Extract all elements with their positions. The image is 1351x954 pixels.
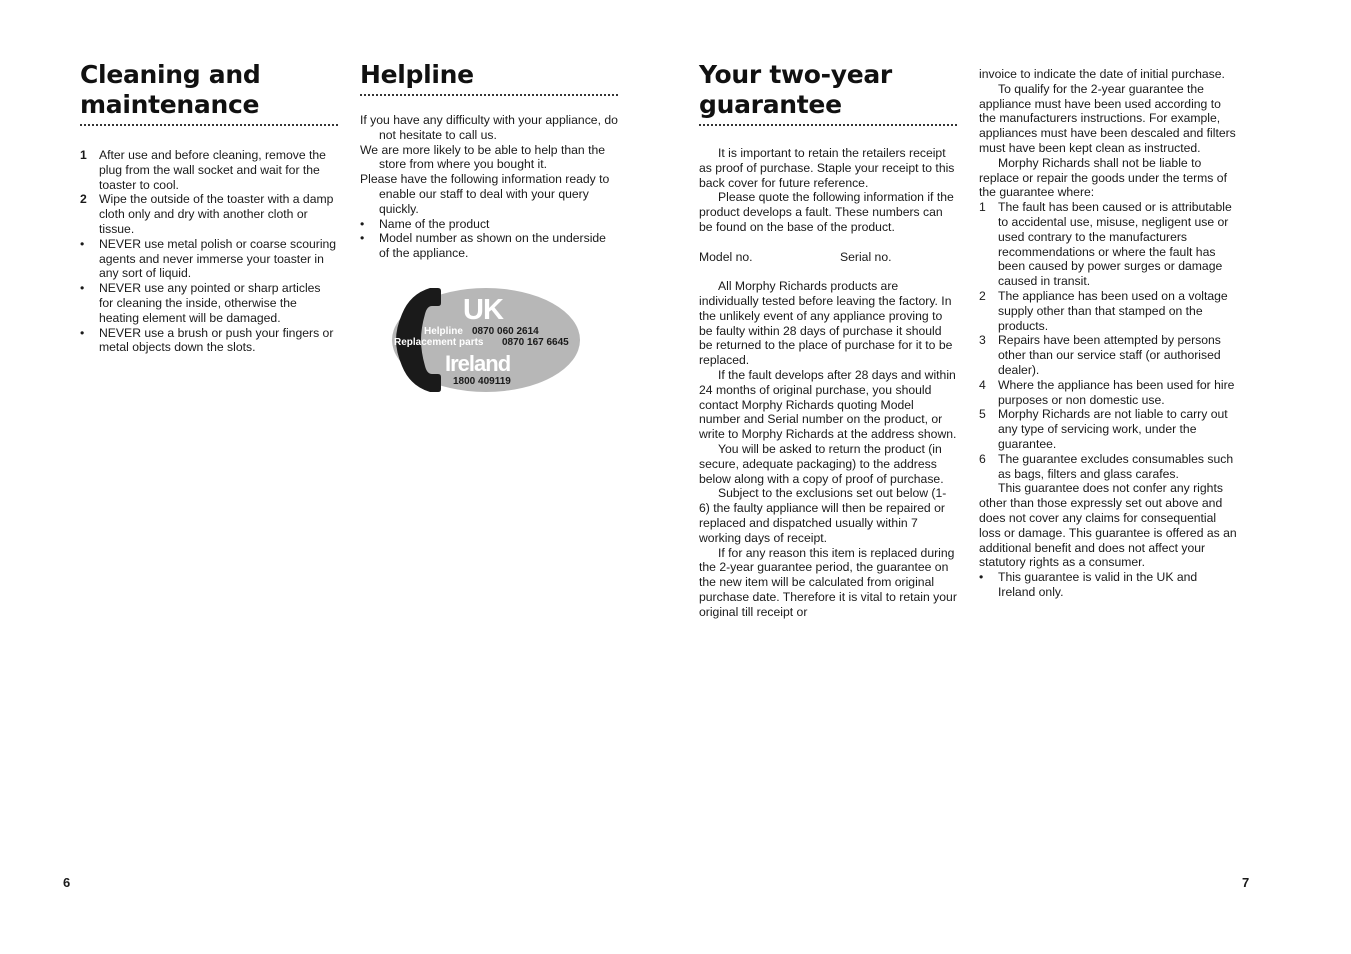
list-item-text: After use and before cleaning, remove the plug from the wall socket and wait for the toaster to cool. (99, 148, 326, 192)
serial-label: Serial no. (840, 249, 892, 264)
list-item-text: Name of the product (379, 216, 490, 231)
list-item (360, 217, 618, 232)
guarantee-paragraph: You will be asked to return the product (in secure, adequate packaging) to the address below along with a copy of proof of purchase. (699, 441, 944, 486)
helpline-title: Helpline (360, 60, 474, 89)
bullet-marker: • (80, 236, 85, 251)
helpline-paragraph: If you have any difficulty with your appliance, do not hesitate to call us. (360, 113, 618, 142)
helpline-paragraph: We are more likely to be able to help than the store from where you bought it. (360, 142, 606, 172)
list-marker: 3 (979, 333, 986, 348)
list-item-text: NEVER use metal polish or coarse scouring agents and never immerse your toaster in any sort of liquid. (99, 236, 337, 281)
bullet-marker: • (360, 231, 365, 246)
title-divider (360, 94, 618, 96)
helpline-bullets (360, 217, 618, 261)
guarantee-title: Your two-year guarantee (699, 60, 892, 119)
guarantee-paragraph: All Morphy Richards products are individually tested before leaving the factory. In the unlikely event of any appliance proving to be faulty within 28 days of purchase it should be returned to the place of purchase for it to be replaced. (699, 279, 953, 368)
list-item (80, 148, 338, 192)
helpline-section (360, 60, 618, 261)
logo-parts-number: 0870 167 6645 (502, 337, 569, 348)
guarantee-section (699, 60, 957, 620)
list-marker: 5 (979, 407, 986, 422)
cleaning-section (80, 60, 338, 355)
guarantee-paragraph: Morphy Richards shall not be liable to replace or repair the goods under the terms of the guarantee where: (979, 155, 1227, 200)
page-number-left: 6 (63, 875, 71, 890)
list-item (979, 200, 1237, 289)
guarantee-paragraph: Please quote the following information if the product develops a fault. These numbers can be found on the base of the product. (699, 190, 954, 234)
cleaning-title: Cleaning and maintenance (80, 60, 261, 119)
guarantee-continued-section (979, 67, 1237, 600)
logo-ireland-number: 1800 409119 (453, 376, 511, 387)
list-item-text: NEVER use any pointed or sharp articles for cleaning the inside, otherwise the heating element will be damaged. (99, 281, 321, 325)
guarantee-paragraph: It is important to retain the retailers receipt as proof of purchase. Staple your receipt to this back cover for future reference. (699, 146, 955, 190)
list-item (979, 570, 1237, 600)
list-item-text: Wipe the outside of the toaster with a damp cloth only and dry with another cloth or tissue. (99, 192, 334, 236)
logo-ireland: Ireland (445, 351, 511, 376)
guarantee-paragraph: Subject to the exclusions set out below (1-6) the faulty appliance will then be repaired or replaced and dispatched usually within 7 working days of receipt. (699, 486, 947, 545)
guarantee-paragraph: invoice to indicate the date of initial purchase. (979, 67, 1225, 81)
list-item (80, 192, 338, 236)
cleaning-list (80, 148, 338, 355)
guarantee-paragraph: This guarantee does not confer any rights other than those expressly set out above and does not cover any claims for consequential loss or damage. This guarantee is offered as an additional benefit and does not affect your statutory rights as a consumer. (979, 481, 1237, 570)
guarantee-paragraph: To qualify for the 2-year guarantee the appliance must have been used according to the manufacturers instructions. For example, appliances must have been descaled and filters must have been kept clean as instructed. (979, 81, 1236, 155)
list-item-text: Repairs have been attempted by persons other than our service staff (or authorised dealer). (998, 333, 1221, 377)
logo-uk: UK (463, 294, 503, 326)
helpline-paragraph: Please have the following information ready to enable our staff to deal with your query quickly. (360, 172, 610, 216)
list-marker: 2 (80, 192, 87, 207)
list-item (979, 289, 1237, 333)
list-item-text: The appliance has been used on a voltage supply other than that stamped on the products. (998, 288, 1228, 333)
list-marker: 4 (979, 377, 986, 392)
logo-parts-label: Replacement parts (394, 337, 484, 348)
list-item (979, 378, 1237, 408)
list-marker: 1 (979, 200, 986, 215)
title-divider (80, 124, 338, 126)
list-item-text: Model number as shown on the underside of the appliance. (379, 231, 606, 261)
list-item (979, 452, 1237, 482)
list-item (80, 326, 338, 356)
list-marker: 2 (979, 288, 986, 303)
page-number-right: 7 (1242, 875, 1250, 890)
exclusions-list (979, 200, 1237, 481)
list-item-text: This guarantee is valid in the UK and Ireland only. (998, 570, 1198, 599)
guarantee-paragraph: If for any reason this item is replaced during the 2-year guarantee period, the guarantee on the new item will be calculated from original purchase date. Therefore it is vital to retain your original till receipt or (699, 545, 957, 619)
list-item-text: The fault has been caused or is attributable to accidental use, misuse, negligent use or used contrary to the manufacturers recommendations or where the fault has been caused by power surges or damage caused in transit. (998, 200, 1232, 289)
list-item-text: Morphy Richards are not liable to carry out any type of servicing work, under the guarantee. (998, 407, 1228, 451)
logo-helpline-label: Helpline (424, 326, 463, 337)
helpline-logo (388, 286, 583, 394)
list-item-text: Where the appliance has been used for hire purposes or non domestic use. (998, 377, 1235, 407)
list-item (979, 333, 1237, 377)
logo-helpline-number: 0870 060 2614 (472, 326, 539, 337)
bullet-marker: • (80, 281, 85, 296)
list-marker: 1 (80, 148, 87, 162)
list-item (80, 237, 338, 281)
guarantee-paragraph: If the fault develops after 28 days and within 24 months of original purchase, you should contact Morphy Richards quoting Model number and Serial number on the product, or write to Morphy Richards at the address shown. (699, 367, 957, 442)
validity-list (979, 570, 1237, 600)
list-marker: 6 (979, 451, 986, 466)
title-divider (699, 124, 957, 126)
model-label: Model no. (699, 249, 753, 264)
model-serial-row (699, 250, 957, 265)
list-item-text: The guarantee excludes consumables such as bags, filters and glass carafes. (998, 451, 1234, 481)
list-item-text: NEVER use a brush or push your fingers or metal objects down the slots. (99, 325, 334, 355)
bullet-marker: • (80, 325, 85, 340)
list-item (360, 231, 618, 261)
bullet-marker: • (979, 570, 984, 585)
list-item (979, 407, 1237, 451)
bullet-marker: • (360, 216, 365, 231)
list-item (80, 281, 338, 325)
